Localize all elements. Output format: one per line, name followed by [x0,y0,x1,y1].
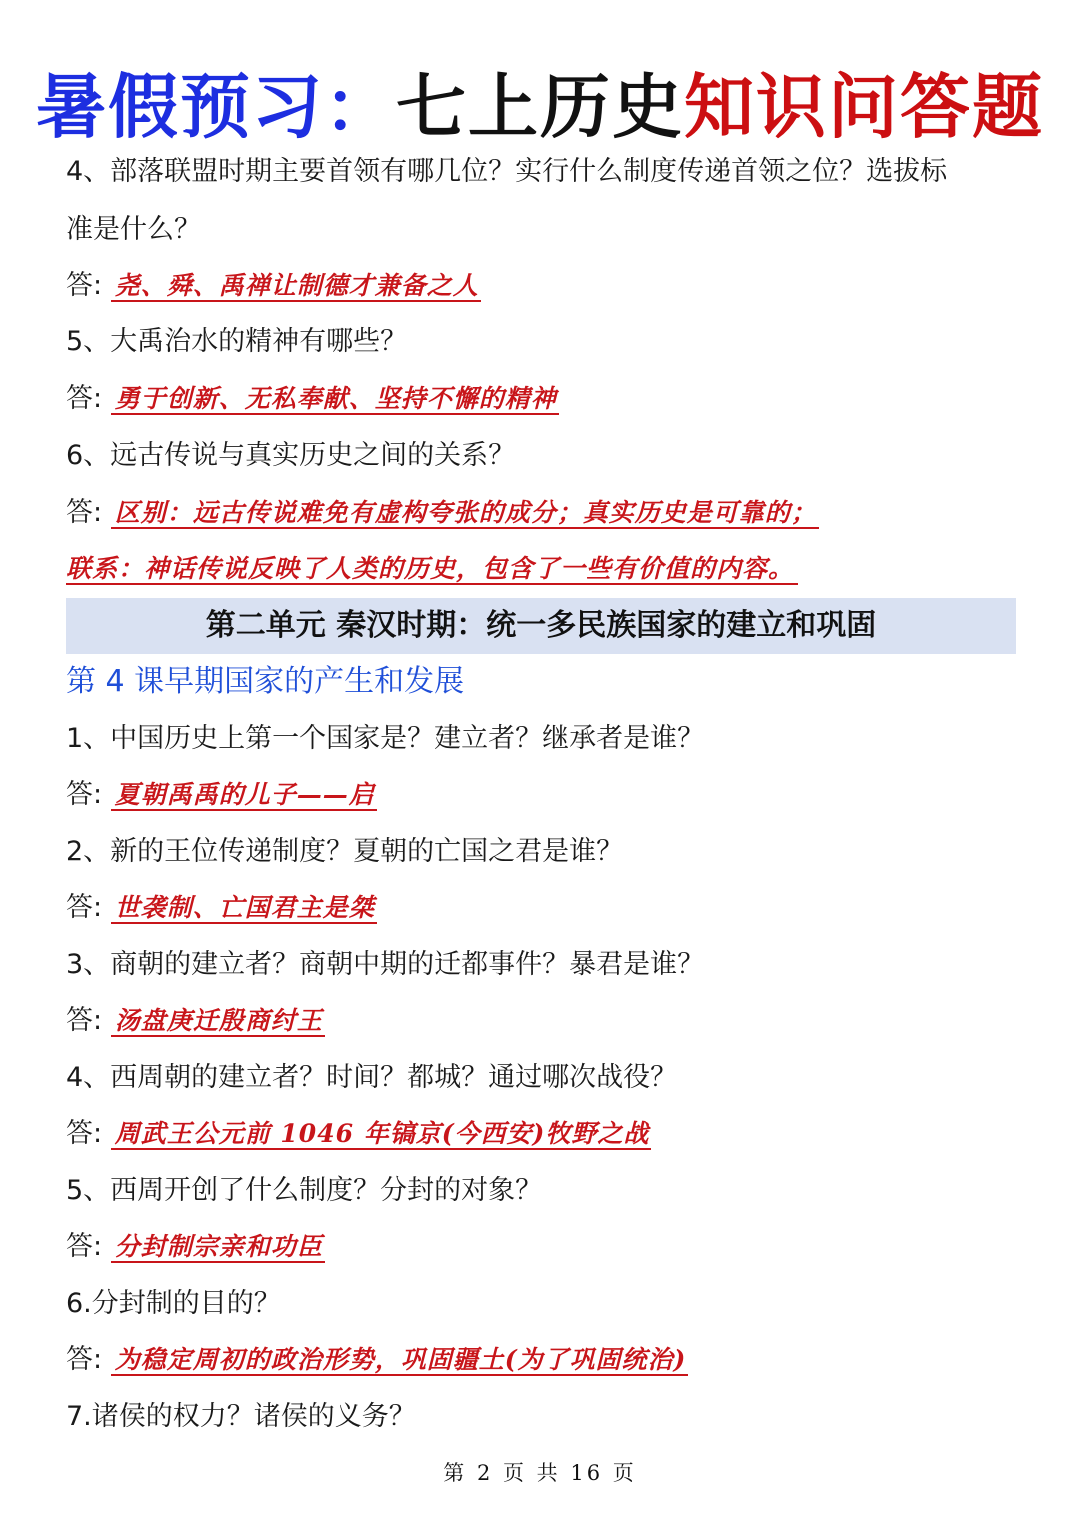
question-4-line-1: 4、部落联盟时期主要首领有哪几位？实行什么制度传递首领之位？选拔标 [66,156,948,187]
question-4: 4、西周朝的建立者？时间？都城？通过哪次战役？ [66,1062,678,1093]
answer-4b-text: 周武王公元前 1046 年镐京(今西安)牧野之战 [111,1119,652,1150]
title-part-3: 知识问答题 [684,65,1044,148]
answer-6-row-1 [66,493,1020,533]
answer-label: 答: [66,1344,103,1375]
question-2: 2、新的王位传递制度？夏朝的亡国之君是谁？ [66,836,624,867]
answer-4-text: 尧、舜、禹禅让制德才兼备之人 [111,271,481,302]
answer-2-row [66,888,1020,928]
answer-5b-row [66,1227,1020,1267]
question-6: 6、远古传说与真实历史之间的关系？ [66,440,516,471]
answer-label: 答: [66,1005,103,1036]
answer-6-row-2 [66,549,1020,589]
question-6b: 6.分封制的目的？ [66,1288,281,1319]
answer-6b-row [66,1340,1020,1380]
question-5: 5、大禹治水的精神有哪些？ [66,326,408,357]
answer-label: 答: [66,383,103,414]
page-title [0,62,1080,152]
answer-6-text-1: 区别：远古传说难免有虚构夸张的成分；真实历史是可靠的； [111,498,819,529]
answer-1-row [66,775,1020,815]
answer-label: 答: [66,270,103,301]
title-part-1: 暑假预习： [36,65,396,148]
unit-banner: 第二单元 秦汉时期：统一多民族国家的建立和巩固 [66,598,1016,654]
answer-5b-text: 分封制宗亲和功臣 [111,1232,325,1263]
answer-4b-row [66,1114,1020,1154]
lesson-title: 第 4 课早期国家的产生和发展 [66,664,465,699]
answer-5-text: 勇于创新、无私奉献、坚持不懈的精神 [111,384,559,415]
answer-6b-text: 为稳定周初的政治形势，巩固疆土(为了巩固统治) [111,1345,689,1376]
title-part-2: 七上历史 [396,65,684,148]
question-5b: 5、西周开创了什么制度？分封的对象？ [66,1175,543,1206]
answer-5-row [66,379,1020,419]
question-3: 3、商朝的建立者？商朝中期的迁都事件？暴君是谁？ [66,949,705,980]
answer-label: 答: [66,892,103,923]
question-4-line-2: 准是什么？ [66,214,201,245]
answer-2-text: 世袭制、亡国君主是桀 [111,893,377,924]
answer-label: 答: [66,779,103,810]
answer-3-row [66,1001,1020,1041]
answer-label: 答: [66,1118,103,1149]
answer-label: 答: [66,1231,103,1262]
page-number: 第 2 页 共 16 页 [443,1461,637,1485]
question-7: 7.诸侯的权力？诸侯的义务？ [66,1401,416,1432]
answer-3-text: 汤盘庚迁殷商纣王 [111,1006,325,1037]
answer-6-text-2: 联系：神话传说反映了人类的历史，包含了一些有价值的内容。 [66,554,798,585]
answer-label: 答: [66,497,103,528]
answer-4-row [66,266,1020,306]
question-1: 1、中国历史上第一个国家是？建立者？继承者是谁？ [66,723,705,754]
answer-1-text: 夏朝禹禹的儿子——启 [111,780,377,811]
